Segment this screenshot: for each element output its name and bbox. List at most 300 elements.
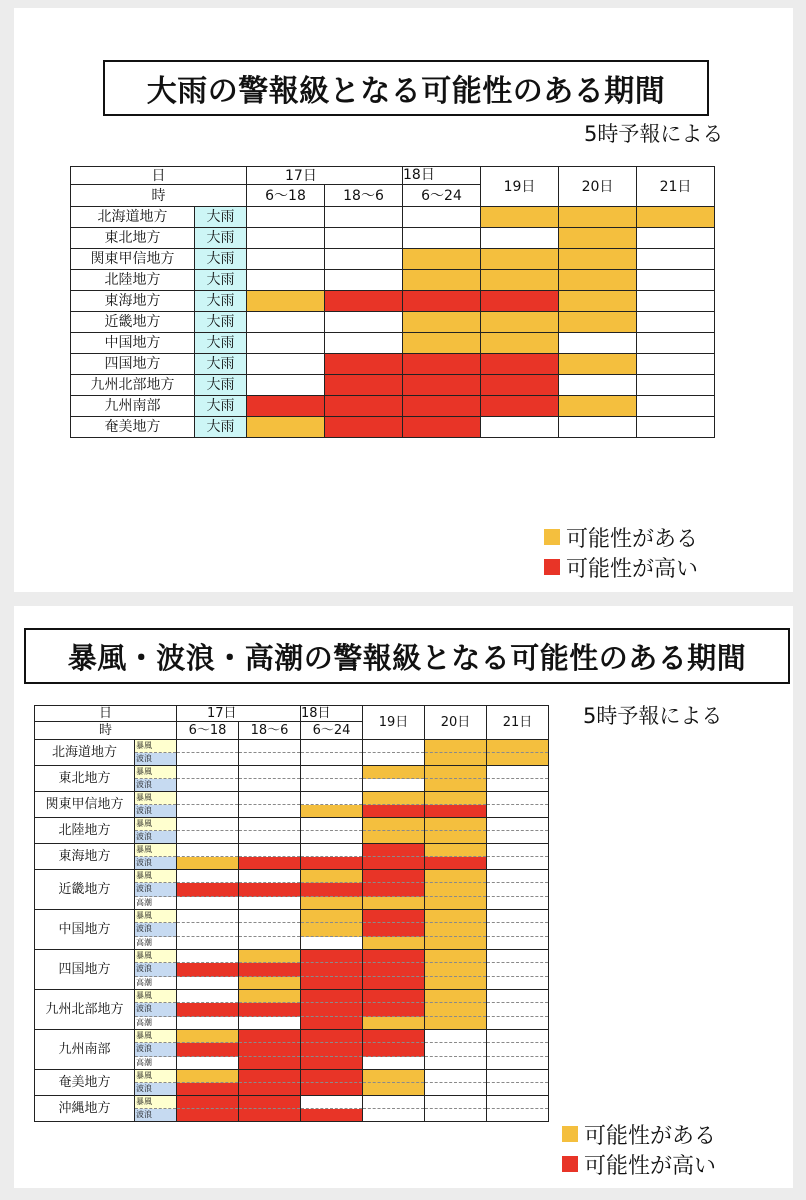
forecast-subcell-wind bbox=[239, 740, 300, 753]
forecast-cell bbox=[559, 312, 637, 333]
phenomenon-labels bbox=[135, 766, 177, 792]
region-name: 北陸地方 bbox=[35, 818, 135, 844]
phenomenon-label-wind: 暴風 bbox=[135, 792, 176, 805]
forecast-subcell-wave bbox=[487, 857, 548, 869]
forecast-cell bbox=[425, 818, 487, 844]
header-17: 17日 bbox=[177, 706, 301, 722]
forecast-cell bbox=[247, 375, 325, 396]
forecast-subcell-wind bbox=[177, 818, 238, 831]
forecast-subcell-wave bbox=[239, 857, 300, 869]
forecast-cell bbox=[239, 870, 301, 910]
forecast-cell bbox=[487, 1070, 549, 1096]
forecast-cell bbox=[247, 249, 325, 270]
region-name: 中国地方 bbox=[71, 333, 195, 354]
forecast-subcell-wave bbox=[363, 883, 424, 896]
forecast-subcell-tide bbox=[425, 977, 486, 989]
panel-title: 暴風・波浪・高潮の警報級となる可能性のある期間 bbox=[24, 628, 790, 684]
forecast-subcell-wave bbox=[363, 1043, 424, 1056]
forecast-cell bbox=[425, 844, 487, 870]
forecast-subcell-wind bbox=[363, 1030, 424, 1043]
table-row bbox=[35, 990, 549, 1030]
forecast-subcell-wave bbox=[363, 1003, 424, 1016]
forecast-subcell-wind bbox=[239, 1096, 300, 1109]
forecast-cell bbox=[247, 396, 325, 417]
phenomenon-label-wave: 波浪 bbox=[135, 1109, 176, 1121]
table-row bbox=[71, 375, 715, 396]
legend-high-swatch bbox=[562, 1156, 578, 1172]
forecast-subcell-wind bbox=[301, 818, 362, 831]
region-name: 九州北部地方 bbox=[35, 990, 135, 1030]
forecast-subcell-wind bbox=[363, 990, 424, 1003]
table-row bbox=[35, 1096, 549, 1122]
phenomenon-label: 大雨 bbox=[195, 270, 247, 291]
forecast-cell bbox=[247, 417, 325, 438]
header-h2: 18〜6 bbox=[325, 185, 403, 207]
forecast-subcell-wind bbox=[301, 792, 362, 805]
forecast-cell bbox=[637, 228, 715, 249]
header-19: 19日 bbox=[363, 706, 425, 740]
table-row bbox=[35, 910, 549, 950]
forecast-cell bbox=[637, 354, 715, 375]
forecast-cell bbox=[425, 792, 487, 818]
phenomenon-label: 大雨 bbox=[195, 417, 247, 438]
forecast-cell bbox=[177, 950, 239, 990]
phenomenon-label: 大雨 bbox=[195, 291, 247, 312]
forecast-cell bbox=[559, 354, 637, 375]
forecast-cell bbox=[177, 910, 239, 950]
forecast-subcell-wave bbox=[301, 1003, 362, 1016]
region-name: 近畿地方 bbox=[71, 312, 195, 333]
header-18: 18日 bbox=[301, 706, 331, 721]
forecast-subcell-tide bbox=[301, 977, 362, 989]
forecast-cell bbox=[177, 766, 239, 792]
forecast-cell bbox=[239, 740, 301, 766]
forecast-cell bbox=[403, 375, 481, 396]
forecast-subcell-wind bbox=[177, 766, 238, 779]
forecast-subcell-tide bbox=[177, 937, 238, 949]
forecast-subcell-wind bbox=[363, 870, 424, 883]
forecast-subcell-wave bbox=[301, 1083, 362, 1095]
forecast-subcell-tide bbox=[363, 937, 424, 949]
forecast-subcell-wind bbox=[301, 910, 362, 923]
forecast-cell bbox=[325, 396, 403, 417]
forecast-cell bbox=[481, 249, 559, 270]
phenomenon-label-wind: 暴風 bbox=[135, 910, 176, 923]
phenomenon-label-wind: 暴風 bbox=[135, 870, 176, 883]
forecast-cell bbox=[481, 396, 559, 417]
region-name: 奄美地方 bbox=[71, 417, 195, 438]
forecast-subcell-wind bbox=[177, 740, 238, 753]
forecast-cell bbox=[301, 818, 363, 844]
phenomenon-label-wind: 暴風 bbox=[135, 1096, 176, 1109]
forecast-subcell-wave bbox=[425, 1083, 486, 1095]
forecast-cell bbox=[403, 207, 481, 228]
forecast-subcell-wave bbox=[487, 1109, 548, 1121]
forecast-cell bbox=[177, 818, 239, 844]
phenomenon-label-tide: 高潮 bbox=[135, 897, 176, 909]
phenomenon-label: 大雨 bbox=[195, 354, 247, 375]
region-name: 東海地方 bbox=[71, 291, 195, 312]
forecast-subcell-wave bbox=[177, 1003, 238, 1016]
phenomenon-label: 大雨 bbox=[195, 312, 247, 333]
forecast-cell bbox=[403, 417, 481, 438]
phenomenon-label-wave: 波浪 bbox=[135, 1083, 176, 1095]
forecast-cell bbox=[247, 354, 325, 375]
forecast-cell bbox=[301, 766, 363, 792]
forecast-subcell-tide bbox=[487, 1017, 548, 1029]
forecast-subcell-tide bbox=[425, 1057, 486, 1069]
forecast-subcell-wave bbox=[301, 805, 362, 817]
phenomenon-label-wind: 暴風 bbox=[135, 844, 176, 857]
forecast-cell bbox=[425, 910, 487, 950]
forecast-cell bbox=[239, 990, 301, 1030]
forecast-cell bbox=[403, 354, 481, 375]
region-name: 四国地方 bbox=[35, 950, 135, 990]
region-name: 東北地方 bbox=[71, 228, 195, 249]
forecast-cell bbox=[239, 1030, 301, 1070]
forecast-subcell-tide bbox=[487, 937, 548, 949]
forecast-subcell-tide bbox=[425, 937, 486, 949]
forecast-subcell-wind bbox=[487, 870, 548, 883]
forecast-subcell-wind bbox=[425, 1030, 486, 1043]
forecast-subcell-wind bbox=[425, 870, 486, 883]
forecast-subcell-tide bbox=[363, 897, 424, 909]
forecast-subcell-wave bbox=[301, 1109, 362, 1121]
forecast-subcell-wind bbox=[239, 990, 300, 1003]
forecast-cell bbox=[481, 417, 559, 438]
phenomenon-label-wave: 波浪 bbox=[135, 883, 176, 896]
forecast-subcell-wave bbox=[425, 805, 486, 817]
region-name: 奄美地方 bbox=[35, 1070, 135, 1096]
table-row bbox=[71, 396, 715, 417]
forecast-cell bbox=[363, 1070, 425, 1096]
forecast-subcell-wave bbox=[487, 779, 548, 791]
forecast-cell bbox=[363, 1096, 425, 1122]
storm-panel bbox=[14, 606, 793, 1188]
forecast-subcell-tide bbox=[239, 1017, 300, 1029]
forecast-subcell-wave bbox=[363, 779, 424, 791]
phenomenon-label-wind: 暴風 bbox=[135, 1030, 176, 1043]
region-name: 東海地方 bbox=[35, 844, 135, 870]
storm-table bbox=[34, 705, 549, 1122]
forecast-cell bbox=[247, 228, 325, 249]
forecast-cell bbox=[559, 270, 637, 291]
forecast-subcell-wind bbox=[363, 950, 424, 963]
phenomenon-label-wave: 波浪 bbox=[135, 923, 176, 936]
forecast-subcell-wave bbox=[487, 1083, 548, 1095]
phenomenon-label-wind: 暴風 bbox=[135, 766, 176, 779]
forecast-cell bbox=[177, 1096, 239, 1122]
forecast-subcell-wave bbox=[425, 779, 486, 791]
region-name: 中国地方 bbox=[35, 910, 135, 950]
forecast-cell bbox=[301, 1096, 363, 1122]
forecast-cell bbox=[559, 249, 637, 270]
table-row bbox=[35, 1030, 549, 1070]
forecast-subcell-wind bbox=[425, 766, 486, 779]
region-name: 北海道地方 bbox=[35, 740, 135, 766]
forecast-cell bbox=[403, 291, 481, 312]
forecast-subcell-wave bbox=[363, 831, 424, 843]
phenomenon-label-tide: 高潮 bbox=[135, 937, 176, 949]
header-hour: 時 bbox=[71, 185, 247, 207]
forecast-cell bbox=[487, 870, 549, 910]
forecast-subcell-tide bbox=[487, 897, 548, 909]
forecast-subcell-wave bbox=[301, 753, 362, 765]
forecast-subcell-wave bbox=[487, 923, 548, 936]
forecast-subcell-wave bbox=[425, 1043, 486, 1056]
forecast-subcell-wind bbox=[177, 870, 238, 883]
forecast-cell bbox=[559, 396, 637, 417]
phenomenon-labels bbox=[135, 844, 177, 870]
phenomenon-label-wave: 波浪 bbox=[135, 831, 176, 843]
forecast-subcell-tide bbox=[425, 897, 486, 909]
region-name: 九州北部地方 bbox=[71, 375, 195, 396]
forecast-subcell-wave bbox=[301, 779, 362, 791]
forecast-subcell-wind bbox=[239, 766, 300, 779]
forecast-cell bbox=[481, 312, 559, 333]
forecast-cell bbox=[637, 270, 715, 291]
forecast-subcell-wind bbox=[301, 870, 362, 883]
phenomenon-label-tide: 高潮 bbox=[135, 1057, 176, 1069]
forecast-cell bbox=[239, 792, 301, 818]
header-18: 18日 bbox=[403, 167, 435, 183]
phenomenon-label-wave: 波浪 bbox=[135, 779, 176, 791]
forecast-subcell-wind bbox=[363, 818, 424, 831]
phenomenon-label: 大雨 bbox=[195, 249, 247, 270]
header-day: 日 bbox=[35, 706, 177, 722]
region-name: 北陸地方 bbox=[71, 270, 195, 291]
forecast-subcell-wind bbox=[301, 1030, 362, 1043]
forecast-subcell-wave bbox=[239, 923, 300, 936]
forecast-cell bbox=[325, 207, 403, 228]
legend-high-swatch bbox=[544, 559, 560, 575]
forecast-cell bbox=[481, 228, 559, 249]
region-name: 沖縄地方 bbox=[35, 1096, 135, 1122]
forecast-cell bbox=[481, 354, 559, 375]
forecast-subcell-wind bbox=[363, 766, 424, 779]
forecast-cell bbox=[325, 375, 403, 396]
header-20: 20日 bbox=[559, 167, 637, 207]
region-name: 関東甲信地方 bbox=[35, 792, 135, 818]
forecast-cell bbox=[247, 333, 325, 354]
header-h2: 18〜6 bbox=[239, 722, 301, 740]
forecast-cell bbox=[301, 990, 363, 1030]
heavy-rain-table bbox=[70, 166, 715, 438]
forecast-subcell-wind bbox=[363, 844, 424, 857]
forecast-subcell-wind bbox=[363, 740, 424, 753]
forecast-cell bbox=[177, 792, 239, 818]
phenomenon-label-wind: 暴風 bbox=[135, 1070, 176, 1083]
forecast-subcell-wind bbox=[301, 844, 362, 857]
phenomenon-labels bbox=[135, 1070, 177, 1096]
forecast-subcell-tide bbox=[239, 937, 300, 949]
forecast-cell bbox=[363, 740, 425, 766]
forecast-subcell-wind bbox=[425, 1096, 486, 1109]
header-hour: 時 bbox=[35, 722, 177, 740]
legend-high-label: 可能性が高い bbox=[566, 556, 699, 582]
forecast-cell bbox=[559, 375, 637, 396]
panel-title: 大雨の警報級となる可能性のある期間 bbox=[103, 60, 709, 116]
table-row bbox=[71, 207, 715, 228]
forecast-cell bbox=[301, 910, 363, 950]
phenomenon-label: 大雨 bbox=[195, 207, 247, 228]
forecast-subcell-wind bbox=[177, 910, 238, 923]
forecast-subcell-tide bbox=[301, 1017, 362, 1029]
forecast-subcell-wave bbox=[363, 805, 424, 817]
forecast-cell bbox=[487, 950, 549, 990]
forecast-cell bbox=[177, 1070, 239, 1096]
forecast-subcell-wave bbox=[487, 753, 548, 765]
phenomenon-label-wave: 波浪 bbox=[135, 1003, 176, 1016]
forecast-subcell-wave bbox=[301, 963, 362, 976]
forecast-subcell-wind bbox=[301, 740, 362, 753]
forecast-subcell-wave bbox=[301, 883, 362, 896]
forecast-subcell-wind bbox=[487, 1096, 548, 1109]
phenomenon-labels bbox=[135, 990, 177, 1030]
forecast-cell bbox=[301, 1030, 363, 1070]
forecast-cell bbox=[177, 740, 239, 766]
forecast-subcell-wave bbox=[301, 831, 362, 843]
forecast-cell bbox=[363, 844, 425, 870]
forecast-subcell-wind bbox=[301, 1070, 362, 1083]
forecast-subcell-wind bbox=[487, 844, 548, 857]
forecast-cell bbox=[425, 740, 487, 766]
forecast-subcell-wind bbox=[487, 950, 548, 963]
forecast-subcell-wind bbox=[177, 990, 238, 1003]
phenomenon-label-wind: 暴風 bbox=[135, 818, 176, 831]
forecast-cell bbox=[363, 990, 425, 1030]
forecast-subcell-wind bbox=[425, 792, 486, 805]
header-17: 17日 bbox=[247, 167, 403, 185]
forecast-subcell-wave bbox=[177, 753, 238, 765]
forecast-cell bbox=[425, 1096, 487, 1122]
phenomenon-label-wind: 暴風 bbox=[135, 950, 176, 963]
forecast-cell bbox=[363, 766, 425, 792]
forecast-subcell-tide bbox=[177, 897, 238, 909]
forecast-subcell-wave bbox=[239, 1083, 300, 1095]
forecast-subcell-wind bbox=[487, 792, 548, 805]
forecast-cell bbox=[487, 766, 549, 792]
forecast-cell bbox=[325, 291, 403, 312]
forecast-subcell-tide bbox=[301, 1057, 362, 1069]
region-name: 九州南部 bbox=[71, 396, 195, 417]
forecast-cell bbox=[325, 354, 403, 375]
forecast-subcell-wave bbox=[487, 805, 548, 817]
forecast-cell bbox=[325, 249, 403, 270]
legend-possible-swatch bbox=[544, 529, 560, 545]
forecast-cell bbox=[325, 312, 403, 333]
forecast-cell bbox=[481, 333, 559, 354]
forecast-cell bbox=[177, 990, 239, 1030]
phenomenon-label: 大雨 bbox=[195, 396, 247, 417]
legend-possible-swatch bbox=[562, 1126, 578, 1142]
forecast-subcell-wave bbox=[177, 1109, 238, 1121]
forecast-subcell-wave bbox=[239, 883, 300, 896]
forecast-cell bbox=[425, 1030, 487, 1070]
forecast-subcell-wave bbox=[363, 1109, 424, 1121]
phenomenon-label: 大雨 bbox=[195, 228, 247, 249]
phenomenon-labels bbox=[135, 818, 177, 844]
forecast-cell bbox=[247, 270, 325, 291]
table-row bbox=[35, 740, 549, 766]
forecast-cell bbox=[301, 1070, 363, 1096]
forecast-subcell-wave bbox=[239, 1003, 300, 1016]
forecast-cell bbox=[325, 333, 403, 354]
forecast-note: 5時予報による bbox=[583, 704, 723, 728]
forecast-subcell-wind bbox=[425, 740, 486, 753]
forecast-cell bbox=[239, 818, 301, 844]
forecast-cell bbox=[363, 818, 425, 844]
forecast-subcell-wind bbox=[301, 990, 362, 1003]
table-row bbox=[35, 844, 549, 870]
forecast-subcell-tide bbox=[487, 1057, 548, 1069]
forecast-cell bbox=[403, 396, 481, 417]
forecast-subcell-wind bbox=[487, 766, 548, 779]
forecast-cell bbox=[239, 766, 301, 792]
forecast-subcell-wave bbox=[363, 857, 424, 869]
forecast-subcell-wind bbox=[487, 818, 548, 831]
table-row bbox=[71, 312, 715, 333]
forecast-cell bbox=[239, 950, 301, 990]
forecast-subcell-wave bbox=[363, 963, 424, 976]
forecast-subcell-wind bbox=[487, 990, 548, 1003]
phenomenon-labels bbox=[135, 950, 177, 990]
forecast-cell bbox=[301, 792, 363, 818]
table-row bbox=[35, 792, 549, 818]
forecast-subcell-tide bbox=[363, 977, 424, 989]
forecast-cell bbox=[301, 740, 363, 766]
legend-possible-label: 可能性がある bbox=[584, 1123, 717, 1149]
forecast-subcell-wave bbox=[425, 923, 486, 936]
table-row bbox=[71, 291, 715, 312]
forecast-cell bbox=[481, 291, 559, 312]
forecast-cell bbox=[403, 270, 481, 291]
forecast-subcell-wind bbox=[177, 1070, 238, 1083]
forecast-cell bbox=[487, 990, 549, 1030]
table-row bbox=[35, 1070, 549, 1096]
table-row bbox=[71, 270, 715, 291]
header-h1: 6〜18 bbox=[177, 722, 239, 740]
phenomenon-label: 大雨 bbox=[195, 333, 247, 354]
forecast-subcell-wave bbox=[301, 923, 362, 936]
forecast-subcell-wave bbox=[425, 753, 486, 765]
forecast-cell bbox=[363, 910, 425, 950]
region-name: 四国地方 bbox=[71, 354, 195, 375]
phenomenon-labels bbox=[135, 740, 177, 766]
phenomenon-labels bbox=[135, 1096, 177, 1122]
forecast-subcell-tide bbox=[301, 937, 362, 949]
phenomenon-labels bbox=[135, 910, 177, 950]
forecast-subcell-wave bbox=[301, 857, 362, 869]
forecast-subcell-wave bbox=[177, 1043, 238, 1056]
forecast-subcell-wave bbox=[425, 963, 486, 976]
phenomenon-label-wave: 波浪 bbox=[135, 963, 176, 976]
forecast-cell bbox=[637, 417, 715, 438]
forecast-subcell-wave bbox=[239, 1043, 300, 1056]
forecast-subcell-wind bbox=[239, 792, 300, 805]
forecast-subcell-wave bbox=[363, 753, 424, 765]
forecast-cell bbox=[403, 249, 481, 270]
header-h3: 6〜24 bbox=[301, 722, 363, 740]
forecast-cell bbox=[487, 1030, 549, 1070]
forecast-subcell-wind bbox=[363, 1096, 424, 1109]
forecast-subcell-wind bbox=[239, 1030, 300, 1043]
forecast-subcell-wind bbox=[301, 950, 362, 963]
forecast-cell bbox=[487, 1096, 549, 1122]
forecast-subcell-wave bbox=[425, 1003, 486, 1016]
forecast-cell bbox=[559, 228, 637, 249]
table-row bbox=[35, 950, 549, 990]
